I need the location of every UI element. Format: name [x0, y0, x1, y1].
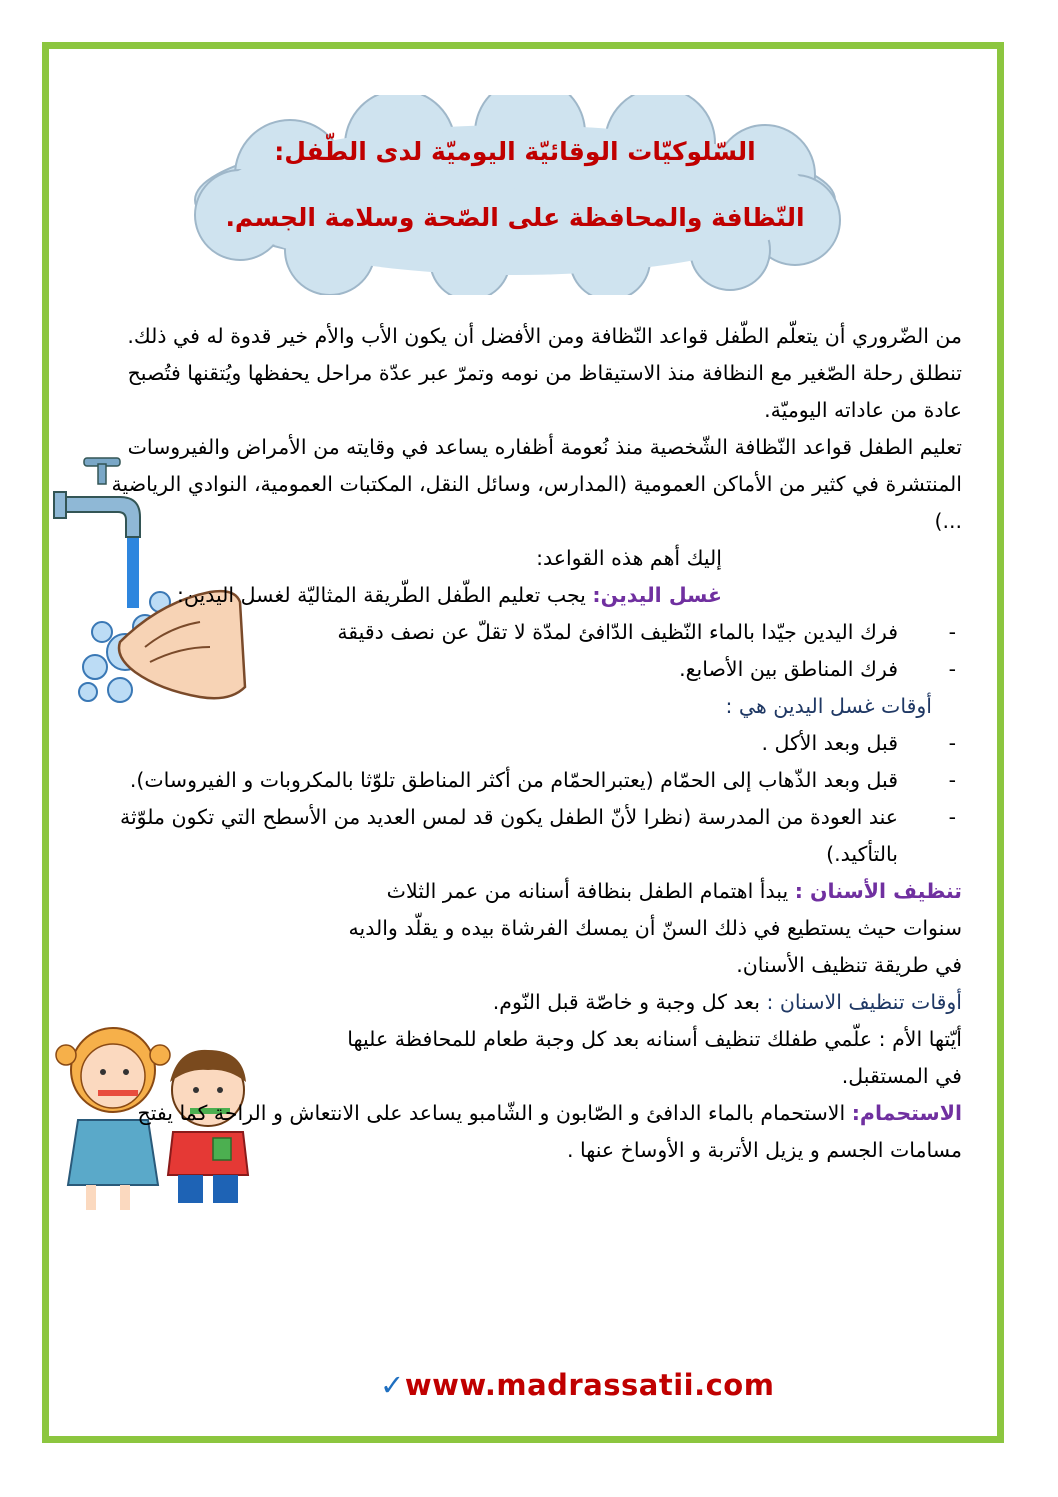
- teeth-heading: تنظيف الأسنان :: [794, 879, 962, 903]
- title-line-1: السّلوكيّات الوقائيّة اليوميّة لدى الطّفل:: [274, 137, 756, 166]
- bath-heading: الاستحمام:: [851, 1101, 962, 1125]
- intro-paragraph-2: تنطلق رحلة الصّغير مع النظافة منذ الاستيقاظ من نومه وتمرّ عبر عدّة مراحل يحفظها ويُتقنها فتُصبح عادة من عاداته اليوميّة.: [127, 361, 962, 422]
- handwashing-section: [90, 577, 962, 614]
- intro-paragraph-1: من الضّروري أن يتعلّم الطّفل قواعد النّظافة ومن الأفضل أن يكون الأب والأم خير قدوة له في ذلك.: [127, 324, 962, 348]
- list-item: - فرك المناطق بين الأصابع.: [679, 657, 956, 681]
- teeth-section: [342, 873, 962, 984]
- cloud-shape: [170, 95, 860, 295]
- list-item: - قبل وبعد الأكل .: [761, 731, 956, 755]
- handwashing-bullets: [262, 614, 962, 688]
- teeth-text: يبدأ اهتمام الطفل بنظافة أسنانه من عمر الثلاث سنوات حيث يستطيع في ذلك السنّ أن يمسك الفرشاة بيده و يقلّد والديه في طريقة تنظيف الأسنان.: [348, 879, 962, 977]
- intro-paragraph-4: إليك أهم هذه القواعد:: [536, 546, 722, 570]
- article-body: [90, 318, 962, 1169]
- handwashing-times-heading: أوقات غسل اليدين هي :: [725, 694, 932, 718]
- list-item: - قبل وبعد الذّهاب إلى الحمّام (يعتبرالحمّام من أكثر المناطق تلوّثا بالمكروبات و الفيروسات).: [129, 768, 956, 792]
- bath-text: الاستحمام بالماء الدافئ و الصّابون و الشّامبو يساعد على الانتعاش و الراحة كما يفتح مسامات الجسم و يزيل الأتربة و الأوساخ عنها .: [137, 1101, 962, 1162]
- website-logo[interactable]: [380, 1368, 774, 1402]
- website-url: www.madrassatii.com: [404, 1368, 775, 1402]
- bath-section: [90, 1095, 962, 1169]
- handwashing-heading: غسل اليدين:: [592, 583, 722, 607]
- teeth-times: [342, 984, 962, 1021]
- teeth-advice: أيّتها الأم : علّمي طفلك تنظيف أسنانه بعد كل وجبة طعام للمحافظة عليها في المستقبل.: [347, 1027, 962, 1088]
- teeth-times-text: بعد كل وجبة و خاصّة قبل النّوم.: [492, 990, 760, 1014]
- title-cloud: [170, 95, 860, 295]
- intro-paragraph-3: تعليم الطفل قواعد النّظافة الشّخصية منذ نُعومة أظفاره يساعد في وقايته من الأمراض والفيروسات المنتشرة في كثير من الأماكن العمومية (المدارس، وسائل النقل، المكتبات العمومية، النوادي الرياضية ...): [111, 435, 962, 533]
- list-item: - عند العودة من المدرسة (نظرا لأنّ الطفل يكون قد لمس العديد من الأسطح التي تكون ملوّثة بالتأكيد.): [119, 805, 956, 866]
- list-item: - فرك اليدين جيّدا بالماء النّظيف الدّافئ لمدّة لا تقلّ عن نصف دقيقة: [337, 620, 956, 644]
- handwashing-text: يجب تعليم الطّفل الطّريقة المثاليّة لغسل اليدين:: [177, 583, 586, 607]
- teeth-times-heading: أوقات تنظيف الاسنان :: [766, 990, 962, 1014]
- leaf-icon: ✓: [380, 1368, 405, 1402]
- title-line-2: النّظافة والمحافظة على الصّحة وسلامة الجسم.: [225, 203, 805, 232]
